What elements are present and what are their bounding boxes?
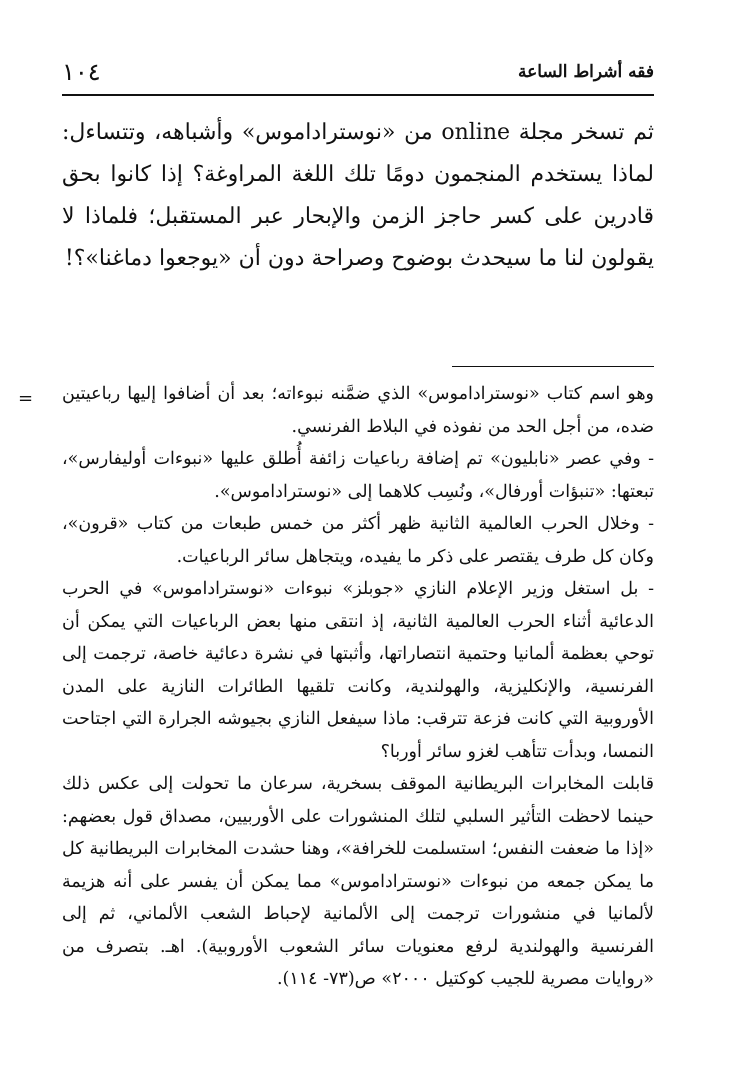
footnote-paragraph: - وخلال الحرب العالمية الثانية ظهر أكثر من خمس طبعات من كتاب «قرون»، وكان كل طرف يقتصر على ذكر ما يفيده، ويتجاهل سائر الرباعيات. bbox=[62, 514, 654, 567]
footnote-paragraph: وهو اسم كتاب «نوستراداموس» الذي ضمَّنه نبوءاته؛ بعد أن أضافوا إليها رباعيتين ضده، من أجل الحد من نفوذه في البلاط الفرنسي. bbox=[62, 384, 654, 437]
footnote-paragraph: قابلت المخابرات البريطانية الموقف بسخرية، سرعان ما تحولت إلى عكس ذلك حينما لاحظت التأثير السلبي لتلك المنشورات على الأوربيين، مصداق قول بعضهم: «إذا ما ضعفت النفس؛ استسلمت للخرافة»، وهنا حشدت المخابرات البريطانية كل ما يمكن جمعه من نبوءات «نوستراداموس» مما يمكن أن يفسر على أنه هزيمة لألمانيا في منشورات ترجمت إلى الألمانية لإحباط الشعب الألماني، ثم إلى الفرنسية والهولندية لرفع معنويات سائر الشعوب الأوروبية). اهـ. بتصرف من «روايات مصرية للجيب كوكتيل ٢٠٠٠» ص(٧٣- ١١٤). bbox=[62, 774, 654, 989]
header-rule bbox=[62, 94, 654, 96]
main-paragraph: ثم تسخر مجلة online من «نوستراداموس» وأشباهه، وتتساءل: لماذا يستخدم المنجمون دومًا تلك اللغة المراوغة؟ إذا كانوا بحق قادرين على كسر حاجز الزمن والإبحار عبر المستقبل؛ فلماذا لا يقولون لنا ما سيحدث بوضوح وصراحة دون أن «يوجعوا دماغنا»؟! bbox=[62, 120, 654, 271]
running-title: فقه أشراط الساعة bbox=[518, 62, 654, 82]
footnote-separator bbox=[452, 366, 654, 367]
page-header bbox=[62, 52, 654, 96]
footnotes bbox=[62, 378, 654, 996]
page-number: ١٠٤ bbox=[62, 58, 101, 86]
footnote-paragraph: - وفي عصر «نابليون» تم إضافة رباعيات زائفة أُطلق عليها «نبوءات أوليفارس»، تبعتها: «تنبؤات أورفال»، ونُسِب كلاهما إلى «نوستراداموس». bbox=[62, 449, 654, 502]
footnote-continuation-marker: = bbox=[18, 388, 34, 409]
main-text bbox=[62, 112, 654, 280]
footnote-paragraph: - بل استغل وزير الإعلام النازي «جوبلز» نبوءات «نوستراداموس» في الحرب الدعائية أثناء الحرب العالمية الثانية، إذ انتقى منها بعض الرباعيات التي يمكن أن توحي بعظمة ألمانيا وحتمية انتصاراتها، وأثبتها في نشرة دعائية خاصة، ترجمت إلى الفرنسية، والإنكليزية، والهولندية، وكانت تلقيها الطائرات النازية على المدن الأوروبية التي كانت فزعة تترقب: ماذا سيفعل النازي بجيوشه الجرارة التي اجتاحت النمسا، وبدأت تتأهب لغزو سائر أوربا؟ bbox=[62, 579, 654, 762]
